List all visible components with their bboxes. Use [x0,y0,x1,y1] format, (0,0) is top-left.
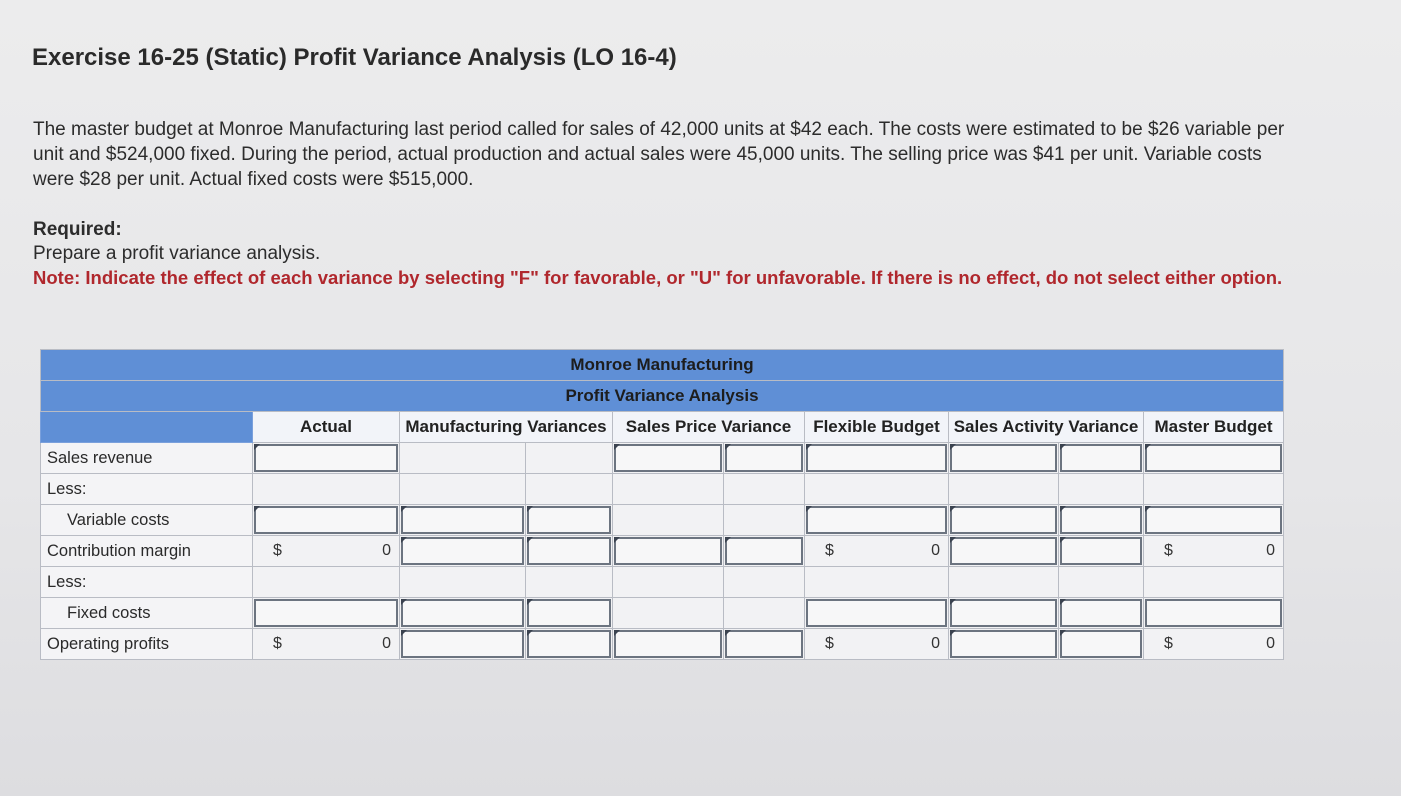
sales-price-cm-variance-amount-input[interactable] [614,537,722,565]
master-sales-revenue-input[interactable] [1145,444,1282,472]
manufacturing-variable-variance-effect-select[interactable] [527,506,611,534]
sales-activity-cm-effect-select[interactable] [1060,537,1142,565]
instruction-note: Note: Indicate the effect of each variance by selecting "F" for favorable, or "U" for unfavorable. If there is no effect, do not select either option. [33,267,1283,288]
row-label: Fixed costs [41,598,253,629]
master-operating-profits [1144,629,1284,660]
sales-activity-variable-effect-select[interactable] [1060,506,1142,534]
flexible-sales-revenue-input[interactable] [806,444,947,472]
problem-statement: The master budget at Monroe Manufacturing last period called for sales of 42,000 units at $42 each. The costs were estimated to be $26 variable per unit and $524,000 fixed. During the period, actual production and actual sales were 45,000 units. The selling price was $41 per unit. Variable costs were $28 per unit. Actual fixed costs were $515,000. [33,119,1285,190]
sales-price-op-variance-amount-input[interactable] [614,630,722,658]
value: 0 [931,635,940,652]
row-fixed-costs [41,598,1284,629]
value: 0 [1266,542,1275,559]
company-name: Monroe Manufacturing [41,350,1284,381]
row-less [41,474,1284,505]
row-label: Sales revenue [41,443,253,474]
col-sales-price-variance: Sales Price Variance [613,412,805,443]
page-title: Exercise 16-25 (Static) Profit Variance Analysis (LO 16-4) [32,44,677,71]
col-sales-activity-variance: Sales Activity Variance [949,412,1144,443]
currency-symbol: $ [273,635,282,652]
manufacturing-fixed-variance-amount-input[interactable] [401,599,524,627]
currency-symbol: $ [825,542,834,559]
row-label: Variable costs [41,505,253,536]
col-manufacturing-variances: Manufacturing Variances [400,412,613,443]
currency-symbol: $ [1164,542,1173,559]
actual-operating-profits [253,629,400,660]
sales-activity-fixed-effect-select[interactable] [1060,599,1142,627]
sales-price-cm-variance-effect-select[interactable] [725,537,803,565]
actual-contribution-margin [253,536,400,567]
flexible-variable-costs-input[interactable] [806,506,947,534]
manufacturing-op-variance-amount-input[interactable] [401,630,524,658]
actual-sales-revenue-input[interactable] [254,444,398,472]
sales-activity-cm-amount-input[interactable] [950,537,1057,565]
sales-activity-variable-amount-input[interactable] [950,506,1057,534]
currency-symbol: $ [1164,635,1173,652]
col-flexible-budget: Flexible Budget [805,412,949,443]
empty-cell [400,443,526,474]
master-fixed-costs-input[interactable] [1145,599,1282,627]
row-contribution-margin [41,536,1284,567]
sales-activity-op-effect-select[interactable] [1060,630,1142,658]
row-label: Contribution margin [41,536,253,567]
row-sales-revenue [41,443,1284,474]
currency-symbol: $ [825,635,834,652]
row-label: Operating profits [41,629,253,660]
flexible-operating-profits [805,629,949,660]
actual-variable-costs-input[interactable] [254,506,398,534]
actual-fixed-costs-input[interactable] [254,599,398,627]
profit-variance-table [40,349,1284,660]
flexible-fixed-costs-input[interactable] [806,599,947,627]
row-variable-costs [41,505,1284,536]
row-operating-profits [41,629,1284,660]
flexible-contribution-margin [805,536,949,567]
manufacturing-variable-variance-amount-input[interactable] [401,506,524,534]
sales-price-variance-amount-input[interactable] [614,444,722,472]
manufacturing-cm-variance-effect-select[interactable] [527,537,611,565]
row-label: Less: [41,567,253,598]
empty-cell [526,443,613,474]
value: 0 [1266,635,1275,652]
currency-symbol: $ [273,542,282,559]
table-title: Profit Variance Analysis [41,381,1284,412]
required-heading: Required: [33,219,122,240]
sales-activity-op-amount-input[interactable] [950,630,1057,658]
value: 0 [382,542,391,559]
sales-activity-revenue-effect-select[interactable] [1060,444,1142,472]
col-actual: Actual [253,412,400,443]
col-master-budget: Master Budget [1144,412,1284,443]
sales-activity-revenue-amount-input[interactable] [950,444,1057,472]
master-contribution-margin [1144,536,1284,567]
sales-activity-fixed-amount-input[interactable] [950,599,1057,627]
sales-price-variance-effect-select[interactable] [725,444,803,472]
sales-price-op-variance-effect-select[interactable] [725,630,803,658]
required-text: Prepare a profit variance analysis. [33,243,321,264]
row-label: Less: [41,474,253,505]
value: 0 [931,542,940,559]
value: 0 [382,635,391,652]
manufacturing-fixed-variance-effect-select[interactable] [527,599,611,627]
manufacturing-cm-variance-amount-input[interactable] [401,537,524,565]
row-less [41,567,1284,598]
manufacturing-op-variance-effect-select[interactable] [527,630,611,658]
label-column-header [41,412,253,443]
master-variable-costs-input[interactable] [1145,506,1282,534]
